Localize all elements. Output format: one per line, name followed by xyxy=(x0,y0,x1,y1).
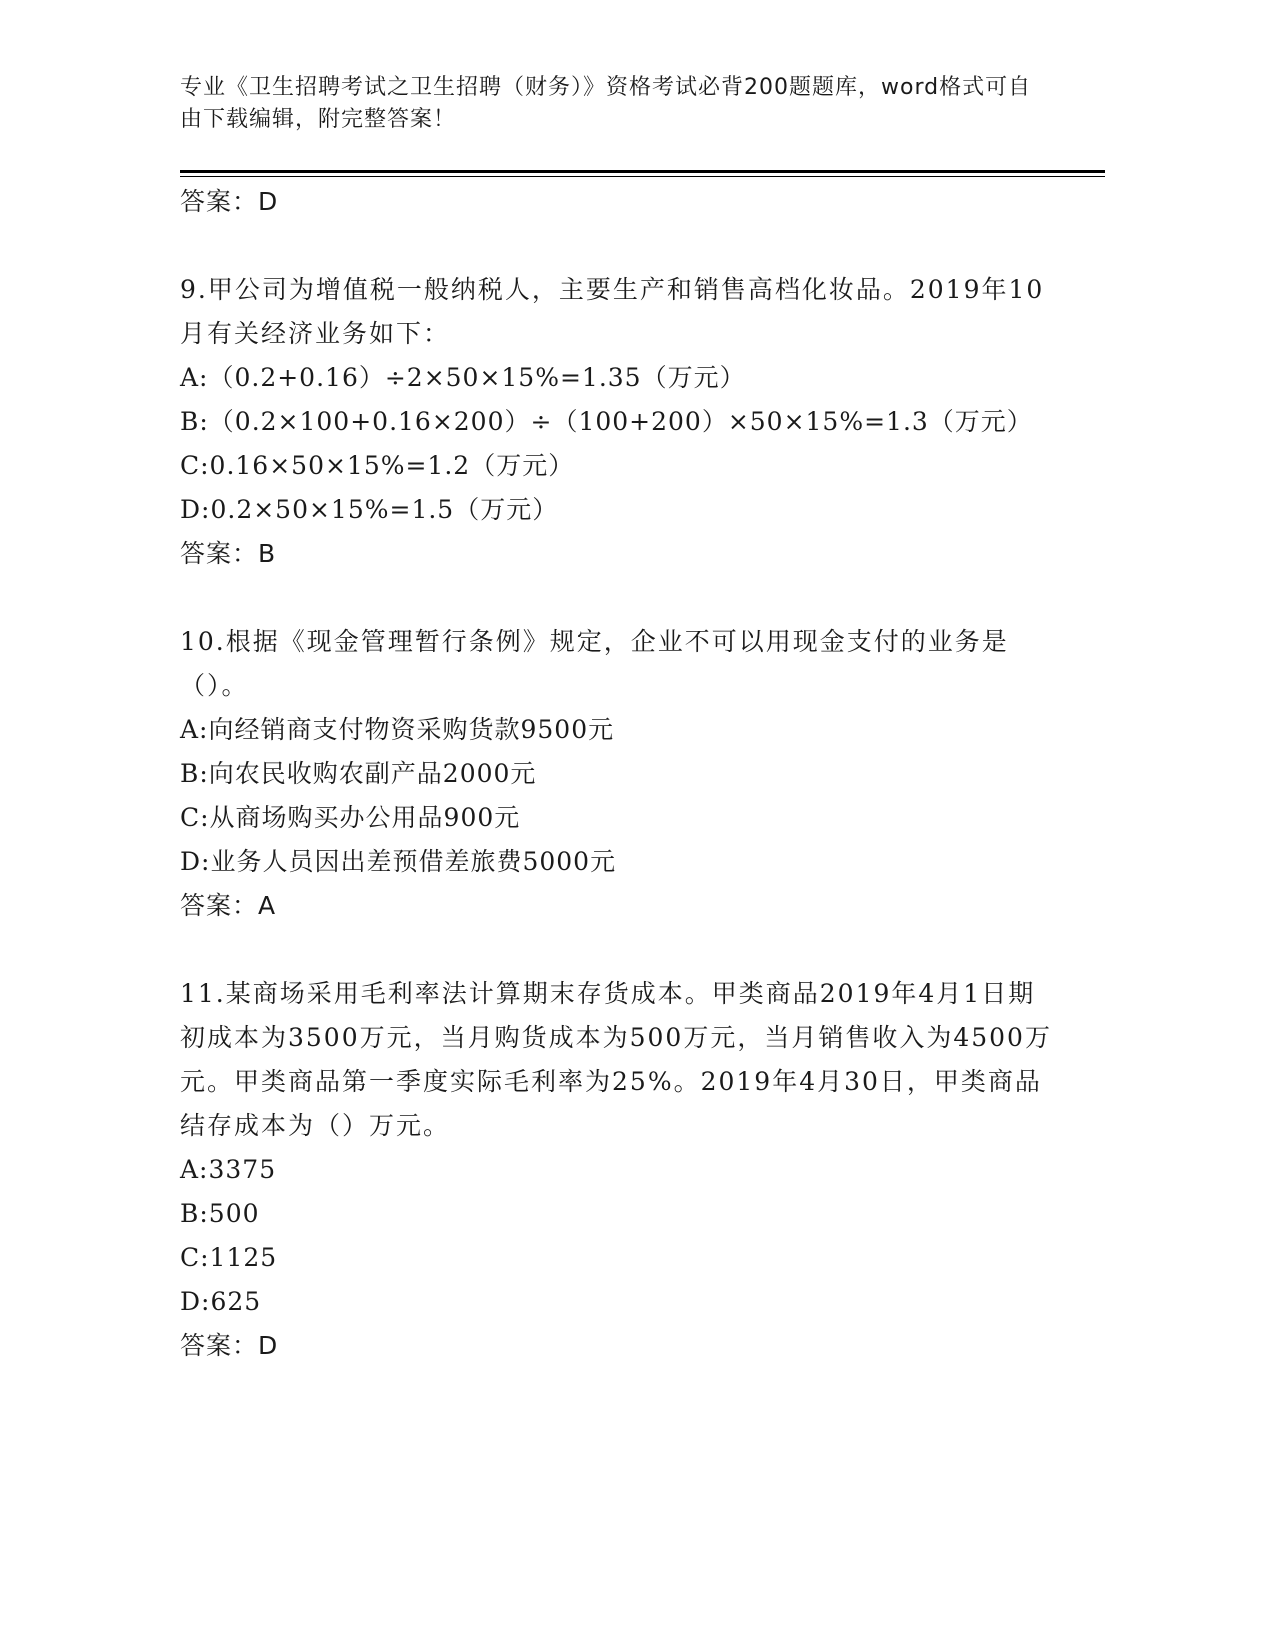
option-d: D:0.2×50×15%=1.5（万元） xyxy=(180,495,559,524)
question-stem: 9.甲公司为增值税一般纳税人，主要生产和销售高档化妆品。2019年10月有关经济业务如下： xyxy=(180,275,1045,348)
option-a: A:3375 xyxy=(180,1155,277,1184)
question-stem: 11.某商场采用毛利率法计算期末存货成本。甲类商品2019年4月1日期初成本为3500万元，当月购货成本为500万元，当月销售收入为4500万元。甲类商品第一季度实际毛利率为25%。2019年4月30日，甲类商品结存成本为（）万元。 xyxy=(180,979,1052,1140)
option-a: A:向经销商支付物资采购货款9500元 xyxy=(180,715,615,744)
option-c: C:从商场购买办公用品900元 xyxy=(180,803,521,832)
option-b: B:向农民收购农副产品2000元 xyxy=(180,759,537,788)
option-d: D:业务人员因出差预借差旅费5000元 xyxy=(180,847,617,876)
document-header xyxy=(180,72,1040,136)
answer-line: 答案：B xyxy=(180,539,277,568)
header-title: 专业《卫生招聘考试之卫生招聘（财务）》资格考试必背200题题库，word格式可自由下载编辑，附完整答案！ xyxy=(180,75,1032,132)
option-c: C:1125 xyxy=(180,1243,278,1272)
option-b: B:500 xyxy=(180,1199,260,1228)
answer-line: 答案：D xyxy=(180,187,279,216)
answer-line: 答案：D xyxy=(180,1331,279,1360)
question-block-9 xyxy=(180,268,1060,576)
option-a: A:（0.2+0.16）÷2×50×15%=1.35（万元） xyxy=(180,363,746,392)
question-block-10 xyxy=(180,620,1060,928)
option-b: B:（0.2×100+0.16×200）÷（100+200）×50×15%=1.3（万元） xyxy=(180,407,1033,436)
header-rule-thin xyxy=(180,176,1105,177)
header-rule-thick xyxy=(180,170,1105,173)
question-list xyxy=(180,180,1060,1368)
question-block-11 xyxy=(180,972,1060,1368)
answer-line: 答案：A xyxy=(180,891,277,920)
option-c: C:0.16×50×15%=1.2（万元） xyxy=(180,451,575,480)
question-stem: 10.根据《现金管理暂行条例》规定，企业不可以用现金支付的业务是（）。 xyxy=(180,627,1009,700)
option-d: D:625 xyxy=(180,1287,262,1316)
